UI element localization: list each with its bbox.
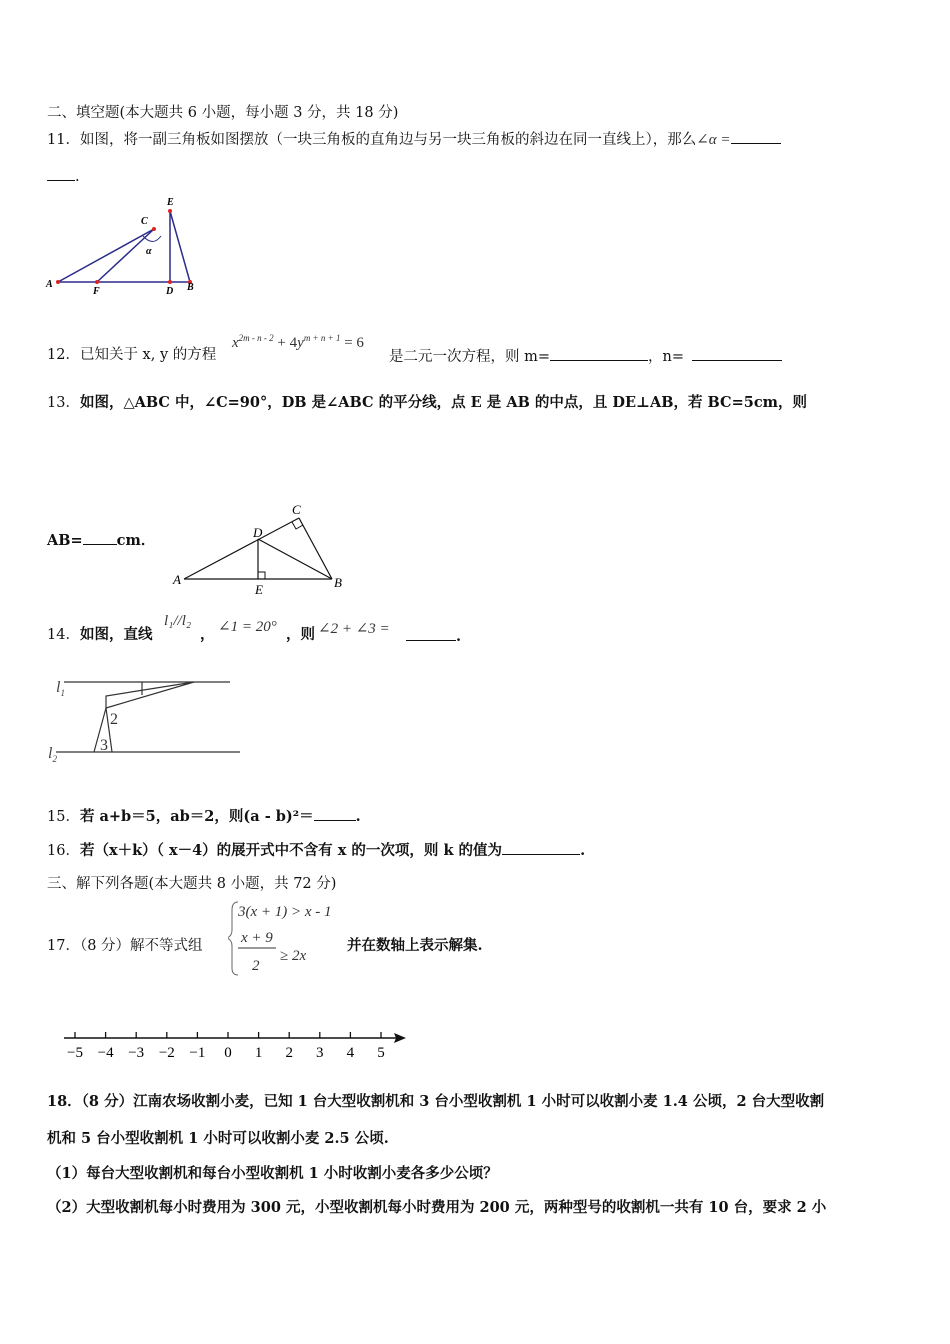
q14-label-angle-2: 2 (110, 711, 118, 728)
q11-label-f: F (93, 286, 100, 297)
question-11-figure (40, 192, 200, 298)
q14-cond2: ∠1 = 20° (218, 619, 277, 635)
question-11-tail: . (75, 169, 80, 185)
question-14-figure (44, 672, 240, 768)
q13-answer-suffix: cm． (116, 532, 156, 549)
number-line-tick-label: −4 (97, 1045, 114, 1061)
q13-label-a: A (173, 572, 181, 587)
q11-point-e (168, 209, 172, 213)
number-line-tick-label: −1 (189, 1045, 206, 1061)
number-line-ticks (67, 1032, 385, 1061)
q12-eq-y: y (297, 335, 304, 351)
number-line-tick-label: 1 (254, 1045, 263, 1061)
number-line (58, 1026, 418, 1064)
question-12-rest (389, 346, 782, 366)
number-line-tick-label: −2 (158, 1045, 175, 1061)
q14-tail: . (456, 628, 462, 645)
q11-label-b: B (187, 282, 194, 293)
question-12-text3: ，n= (648, 349, 685, 365)
q12-eq-exp-y: m + n + 1 (303, 333, 341, 343)
question-11-line2 (47, 166, 80, 186)
q14-label-angle-3: 3 (100, 737, 108, 754)
question-12-number: 12． (47, 347, 80, 363)
question-13-answer (47, 530, 155, 550)
question-18-sub-1: （1）每台大型收割机和每台小型收割机 1 小时收割小麦各多少公顷？ (47, 1165, 498, 1182)
question-18-sub-2: （2）大型收割机每小时费用为 300 元，小型收割机每小时费用为 200 元，两种型号的收割机一共有 10 台，要求 2 小 (47, 1199, 827, 1216)
q12-eq-exp-x: 2m - n - 2 (238, 333, 274, 343)
q14-text2: ，则 (286, 626, 315, 643)
question-16-text: 若（x＋k）（ x－4）的展开式中不含有 x 的一次项，则 k 的值为 (79, 842, 503, 859)
question-12-blank-n[interactable] (692, 346, 782, 361)
question-14-blank[interactable] (406, 626, 456, 641)
q17-ineq-2-rhs: ≥ 2x (280, 948, 307, 964)
q14-comma: ， (200, 626, 215, 643)
q14-label-l1 (56, 679, 65, 698)
question-15 (47, 806, 361, 826)
question-14-number: 14． (47, 627, 80, 643)
number-line-tick-label: 3 (316, 1045, 324, 1061)
question-11-text: 如图，将一副三角板如图摆放（一块三角板的直角边与另一块三角板的斜边在同一直线上），那么 (79, 132, 697, 148)
question-17-tail: 并在数轴上表示解集. (347, 937, 483, 954)
q14-label-l2-sub: 2 (52, 754, 57, 764)
q13-line-ac (184, 518, 299, 579)
q12-eq-x: x (232, 335, 239, 351)
q17-brace (228, 902, 238, 975)
question-17-number: 17．（8 分）解不等式组 (47, 938, 203, 954)
section-3-heading: 三、解下列各题(本大题共 8 小题，共 72 分) (47, 876, 337, 892)
question-18-line-1: 18．（8 分）江南农场收割小麦，已知 1 台大型收割机和 3 台小型收割机 1 小时可以收割小麦 1.4 公顷，2 台大型收割 (47, 1093, 825, 1110)
number-line-tick-label: 2 (285, 1045, 293, 1061)
q14-answer (406, 626, 461, 646)
question-13-figure (170, 500, 350, 600)
question-12-equation (232, 333, 364, 352)
question-11-number: 11． (47, 132, 80, 148)
q11-point-f (95, 280, 99, 284)
question-13-text: 如图，△ABC 中，∠C=90°，DB 是∠ABC 的平分线，点 E 是 AB 的中点，且 DE⊥AB，若 BC=5cm，则 (79, 394, 807, 411)
question-11-expr: ∠α = (696, 132, 731, 148)
q17-ineq-2-den: 2 (252, 958, 260, 974)
question-16-blank[interactable] (502, 840, 580, 855)
q11-label-a: A (46, 279, 53, 290)
q11-label-e: E (167, 197, 174, 208)
question-11-blank-b[interactable] (47, 166, 75, 181)
q11-label-c: C (141, 216, 148, 227)
q11-point-a (56, 280, 60, 284)
question-11-blank-a[interactable] (731, 129, 781, 144)
question-15-text: 若 a+b＝5，ab＝2，则(a - b)²＝ (79, 808, 314, 825)
q13-label-e: E (255, 582, 263, 597)
question-13 (47, 394, 807, 412)
question-17-system (228, 898, 358, 978)
q13-label-c: C (292, 502, 301, 517)
question-13-blank[interactable] (83, 530, 117, 545)
question-12 (47, 346, 216, 364)
q17-ineq-2-num: x + 9 (241, 930, 273, 946)
question-15-blank[interactable] (314, 806, 356, 821)
question-16 (47, 840, 585, 860)
question-16-number: 16． (47, 843, 80, 859)
q11-label-d: D (166, 286, 174, 297)
question-15-number: 15． (47, 809, 80, 825)
q14-cond1: l₁//l₂ (164, 613, 192, 629)
question-12-text2: 是二元一次方程，则 m= (389, 349, 551, 365)
q14-expr: ∠2 + ∠3 = (318, 621, 390, 637)
question-12-blank-m[interactable] (550, 346, 648, 361)
q15-tail: . (355, 808, 361, 825)
number-line-tick-label: −3 (128, 1045, 145, 1061)
q12-eq-mid: + 4 (277, 335, 298, 351)
q16-tail: . (580, 842, 586, 859)
question-12-text: 已知关于 x, y 的方程 (79, 347, 217, 363)
q13-right-angle-e (258, 572, 265, 579)
q17-ineq-1: 3(x + 1) > x - 1 (238, 904, 332, 920)
q13-label-b: B (334, 575, 342, 590)
number-line-tick-label: 0 (224, 1045, 232, 1061)
number-line-tick-label: 5 (377, 1045, 385, 1061)
question-14-text: 如图，直线 (79, 626, 153, 643)
q14-label-l2 (48, 745, 57, 764)
q12-eq-rhs: = 6 (344, 335, 364, 351)
q11-label-alpha: α (146, 246, 152, 257)
number-line-tick-label: −5 (67, 1045, 83, 1061)
q14-label-l1-main: l (56, 679, 61, 696)
question-11 (47, 129, 781, 149)
question-13-number: 13． (47, 395, 80, 411)
q11-point-d (168, 280, 172, 284)
q14-label-l1-sub: 1 (60, 688, 65, 698)
q14-label-l2-main: l (48, 745, 53, 762)
section-2-heading: 二、填空题(本大题共 6 小题，每小题 3 分，共 18 分) (47, 105, 399, 121)
q11-line-eb (170, 211, 190, 282)
question-18-line-2: 机和 5 台小型收割机 1 小时可以收割小麦 2.5 公顷. (47, 1130, 389, 1147)
number-line-tick-label: 4 (346, 1045, 355, 1061)
q14-triangle (106, 682, 194, 708)
question-14 (47, 626, 152, 644)
q13-label-d: D (253, 525, 263, 540)
q11-point-c (152, 227, 156, 231)
q13-answer-prefix: AB= (47, 532, 83, 549)
